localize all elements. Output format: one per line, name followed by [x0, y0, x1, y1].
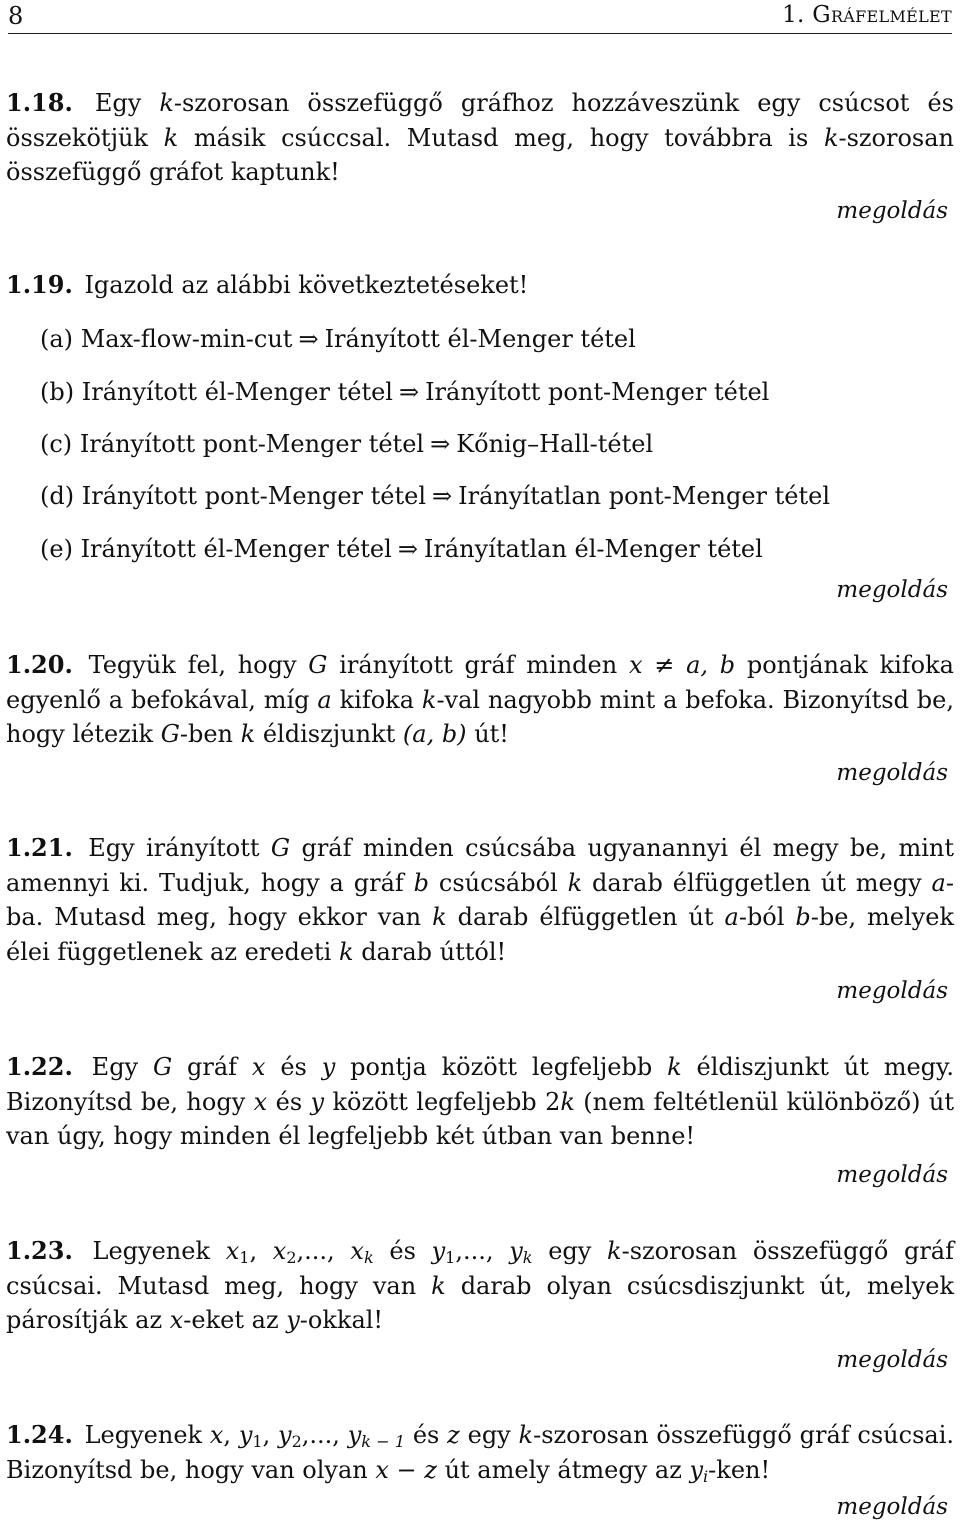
problem-1-20: [6, 648, 954, 752]
problem-number: 1.21.: [6, 833, 73, 862]
header-rule: [8, 33, 952, 34]
solution-link[interactable]: megoldás: [836, 1494, 948, 1520]
problem-1-18: [6, 86, 954, 190]
solution-link[interactable]: megoldás: [836, 577, 948, 603]
solution-link[interactable]: megoldás: [836, 198, 948, 224]
solution-link[interactable]: megoldás: [836, 978, 948, 1004]
problem-text: 1.20. Tegyük fel, hogy G irányított gráf minden x ≠ a, b pontjának kifoka egyenlő a befokával, míg a kifoka k-val nagyobb mint a befoka. Bizonyítsd be, hogy létezik G-ben k éldiszjunkt (a, b) út!: [6, 650, 954, 748]
problem-1-19: [6, 268, 954, 303]
problem-text: Igazold az alábbi következtetéseket!: [84, 271, 529, 299]
page-header: [8, 0, 952, 34]
problem-number: 1.18.: [6, 88, 73, 117]
problem-1-22: [6, 1050, 954, 1154]
problem-text: 1.21. Egy irányított G gráf minden csúcsába ugyanannyi él megy be, mint amennyi ki. Tudjuk, hogy a gráf b csúcsából k darab élfüggetlen út megy a-ba. Mutasd meg, hogy ekkor van k darab élfüggetlen út a-ból b-be, melyek élei függetlenek az eredeti k darab úttól!: [6, 833, 954, 966]
problem-number: 1.22.: [6, 1052, 73, 1081]
implies-arrow: ⇒: [432, 482, 453, 510]
implies-arrow: ⇒: [298, 325, 319, 353]
problem-text: 1.22. Egy G gráf x és y pontja között legfeljebb k éldiszjunkt út megy. Bizonyítsd be, hogy x és y között legfeljebb 2k (nem feltétlenül különböző) út van úgy, hogy minden él legfeljebb két útban van benne!: [6, 1052, 955, 1150]
problem-1-21: [6, 831, 954, 969]
problem-1-23: [6, 1234, 954, 1338]
solution-link[interactable]: megoldás: [836, 1162, 948, 1188]
solution-link[interactable]: megoldás: [836, 760, 948, 786]
list-item: (e) Irányított él-Menger tétel ⇒ Irányítatlan él-Menger tétel: [40, 532, 763, 566]
problem-number: 1.24.: [6, 1420, 73, 1449]
list-item: (c) Irányított pont-Menger tétel ⇒ Kőnig–Hall-tétel: [40, 427, 653, 461]
chapter-title: 1. Gráfelmélet: [782, 2, 952, 28]
list-item: (b) Irányított él-Menger tétel ⇒ Irányított pont-Menger tétel: [40, 375, 769, 409]
problem-text: 1.18. Egy k-szorosan összefüggő gráfhoz hozzáveszünk egy csúcsot és összekötjük k másik csúccsal. Mutasd meg, hogy továbbra is k-szorosan összefüggő gráfot kaptunk!: [6, 88, 955, 186]
solution-link[interactable]: megoldás: [836, 1347, 948, 1373]
list-item: (a) Max-flow-min-cut ⇒ Irányított él-Menger tétel: [40, 322, 636, 356]
list-item: (d) Irányított pont-Menger tétel ⇒ Irányítatlan pont-Menger tétel: [40, 479, 830, 513]
page-number: 8: [8, 2, 24, 30]
implies-arrow: ⇒: [398, 378, 420, 406]
problem-text: 1.23. Legyenek $x_1$, $x_2$,..., $x_k$ és $y_1$,..., $y_k$ egy k-szorosan összefüggő gráf csúcsai. Mutasd meg, hogy van k darab olyan csúcsdiszjunkt út, melyek párosítják az x-eket az y-okkal!: [6, 1236, 955, 1334]
problem-1-24: [6, 1418, 954, 1487]
implies-arrow: ⇒: [430, 430, 451, 458]
problem-text: 1.24. Legyenek x, $y_1$, $y_2$,..., $y_{k - 1}$ és z egy k-szorosan összefüggő gráf csúcsai. Bizonyítsd be, hogy van olyan x − z út amely átmegy az $y_i$-ken!: [6, 1420, 955, 1486]
problem-number: 1.20.: [6, 650, 73, 679]
implies-arrow: ⇒: [397, 535, 418, 563]
problem-number: 1.23.: [6, 1236, 73, 1265]
problem-number: 1.19.: [6, 270, 73, 299]
